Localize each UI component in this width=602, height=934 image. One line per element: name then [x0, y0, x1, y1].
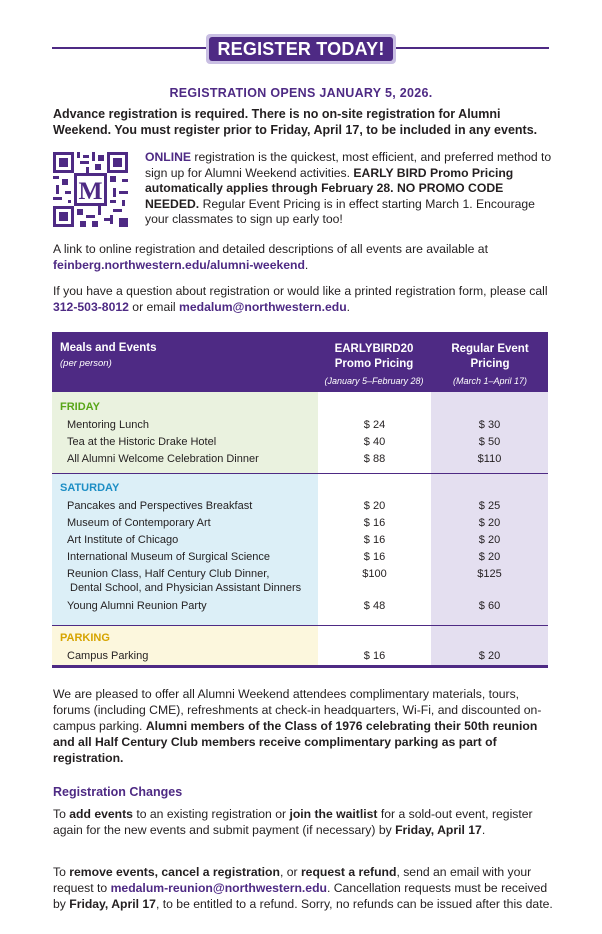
header-col3-line1: Regular Event: [451, 343, 529, 355]
add-t1: To: [53, 807, 70, 821]
alumni-weekend-link[interactable]: feinberg.northwestern.edu/alumni-weekend: [53, 258, 305, 272]
banner-badge: [206, 34, 396, 64]
offer-bold: Alumni members of the Class of 1976 celebrating their 50th reunion and all Half Century Club members receive complimentary parking as part of registration.: [53, 719, 538, 765]
regular-price: $125: [477, 568, 502, 580]
event-name-line2: Dental School, and Physician Assistant Dinners: [70, 582, 302, 594]
remove-events-paragraph: [53, 864, 553, 912]
online-text-2: Regular Event Pricing is in effect starting March 1. Encourage your classmates to sign up early too!: [145, 196, 535, 227]
event-name: Young Alumni Reunion Party: [67, 600, 207, 612]
header-early-bird: [318, 342, 430, 389]
registration-opens-heading: REGISTRATION OPENS JANUARY 5, 2026.: [169, 86, 433, 100]
regular-price: $110: [477, 453, 502, 465]
event-name: Museum of Contemporary Art: [67, 517, 211, 529]
register-banner: [52, 34, 549, 62]
add-b2: join the waitlist: [289, 807, 378, 821]
friday-section: [52, 392, 548, 473]
qr-code-icon[interactable]: [53, 152, 128, 227]
add-events-paragraph: [53, 806, 553, 838]
event-name: Tea at the Historic Drake Hotel: [67, 436, 217, 448]
early-price: $ 40: [363, 436, 386, 448]
early-price: $ 16: [363, 534, 386, 546]
remove-t4: . Cancellation requests must be received by: [53, 881, 548, 911]
advance-registration-notice: Advance registration is required. There is no on-site registration for Alumni Weekend. You must register prior to Friday, April 17, to be included in any events.: [53, 107, 538, 137]
regular-price: $ 25: [478, 500, 501, 512]
header-col2-line2: Promo Pricing: [334, 358, 414, 370]
add-b1: add events: [69, 807, 133, 821]
event-name: All Alumni Welcome Celebration Dinner: [67, 453, 259, 465]
refund-email-link[interactable]: medalum-reunion@northwestern.edu: [110, 881, 327, 895]
saturday-section: [52, 473, 548, 625]
complimentary-offer-paragraph: [53, 686, 553, 766]
header-regular: [432, 342, 548, 389]
event-name: [67, 567, 315, 595]
regular-price: $ 20: [478, 517, 501, 529]
early-price: $ 16: [363, 517, 386, 529]
header-meals-events: [60, 342, 157, 369]
friday-title: FRIDAY: [60, 401, 100, 413]
online-early-bird-notice: EARLY BIRD Promo Pricing automatically applies through February 28. NO PROMO CODE NEEDED.: [145, 165, 514, 211]
phone-link[interactable]: 312-503-8012: [53, 300, 129, 314]
email-link[interactable]: medalum@northwestern.edu: [179, 300, 347, 314]
header-col2-line1: EARLYBIRD20: [334, 343, 414, 355]
remove-t3: , send an email with your request to: [53, 865, 532, 895]
header-col2-sub: (January 5–February 28): [324, 376, 424, 386]
early-price: $100: [362, 568, 387, 580]
add-t3: for a sold-out event, register again for the new events and submit payment (if necessary) by: [53, 807, 533, 837]
regular-price: $ 50: [478, 436, 501, 448]
early-price: $ 16: [363, 551, 386, 563]
qr-logo-letter: M: [78, 176, 103, 206]
remove-b2: request a refund: [300, 865, 397, 879]
online-lead: ONLINE: [145, 150, 192, 164]
pricing-table: [52, 332, 548, 668]
link-para-text: A link to online registration and detailed descriptions of all events are available at: [53, 242, 488, 256]
header-col3-sub: (March 1–April 17): [452, 376, 528, 386]
parking-section: [52, 625, 548, 665]
online-text-1: registration is the quickest, most efficient, and preferred method to sign up for Alumni Weekend activities.: [145, 150, 552, 180]
online-link-paragraph: [53, 241, 553, 273]
remove-b3: Friday, April 17: [69, 897, 156, 911]
question-text-1: If you have a question about registration or would like a printed registration form, please call: [53, 284, 548, 298]
regular-price: $ 20: [478, 551, 501, 563]
saturday-title: SATURDAY: [60, 482, 120, 494]
early-price: $ 24: [363, 419, 386, 431]
event-name: Campus Parking: [67, 650, 149, 662]
remove-t2: , or: [279, 865, 301, 879]
link-para-end: .: [304, 258, 309, 272]
header-col1-sub: (per person): [60, 358, 112, 369]
event-name: Art Institute of Chicago: [67, 534, 179, 546]
online-registration-paragraph: [145, 150, 555, 228]
event-name: International Museum of Surgical Science: [67, 551, 270, 563]
banner-title: REGISTER TODAY!: [209, 37, 393, 61]
early-price: $ 88: [363, 453, 386, 465]
question-text-2: or email: [128, 300, 180, 314]
table-bottom-rule: [52, 665, 548, 668]
add-t4: .: [481, 823, 486, 837]
question-paragraph: [53, 283, 553, 315]
event-name: Mentoring Lunch: [67, 419, 149, 431]
parking-title: PARKING: [60, 632, 110, 644]
question-end: .: [346, 300, 351, 314]
add-b3: Friday, April 17: [395, 823, 482, 837]
regular-price: $ 20: [478, 650, 501, 662]
remove-t1: To: [53, 865, 70, 879]
early-price: $ 48: [363, 600, 386, 612]
event-name: Pancakes and Perspectives Breakfast: [67, 500, 253, 512]
table-header: [52, 332, 548, 392]
remove-b1: remove events, cancel a registration: [69, 865, 280, 879]
offer-text: We are pleased to offer all Alumni Weekend attendees complimentary materials, tours, forums (including CME), refreshments at check-in headquarters, Wi-Fi, and discounted on-campus parking.: [53, 687, 542, 733]
regular-price: $ 20: [478, 534, 501, 546]
regular-price: $ 60: [478, 600, 501, 612]
header-col1-label: Meals and Events: [60, 342, 157, 354]
header-col3-line2: Pricing: [470, 358, 510, 370]
remove-t5: , to be entitled to a refund. Sorry, no refunds can be issued after this date.: [155, 897, 553, 911]
regular-price: $ 30: [478, 419, 501, 431]
event-name-line1: Reunion Class, Half Century Club Dinner,: [67, 568, 270, 580]
registration-changes-heading: Registration Changes: [53, 785, 183, 799]
early-price: $ 20: [363, 500, 386, 512]
add-t2: to an existing registration or: [132, 807, 290, 821]
early-price: $ 16: [363, 650, 386, 662]
